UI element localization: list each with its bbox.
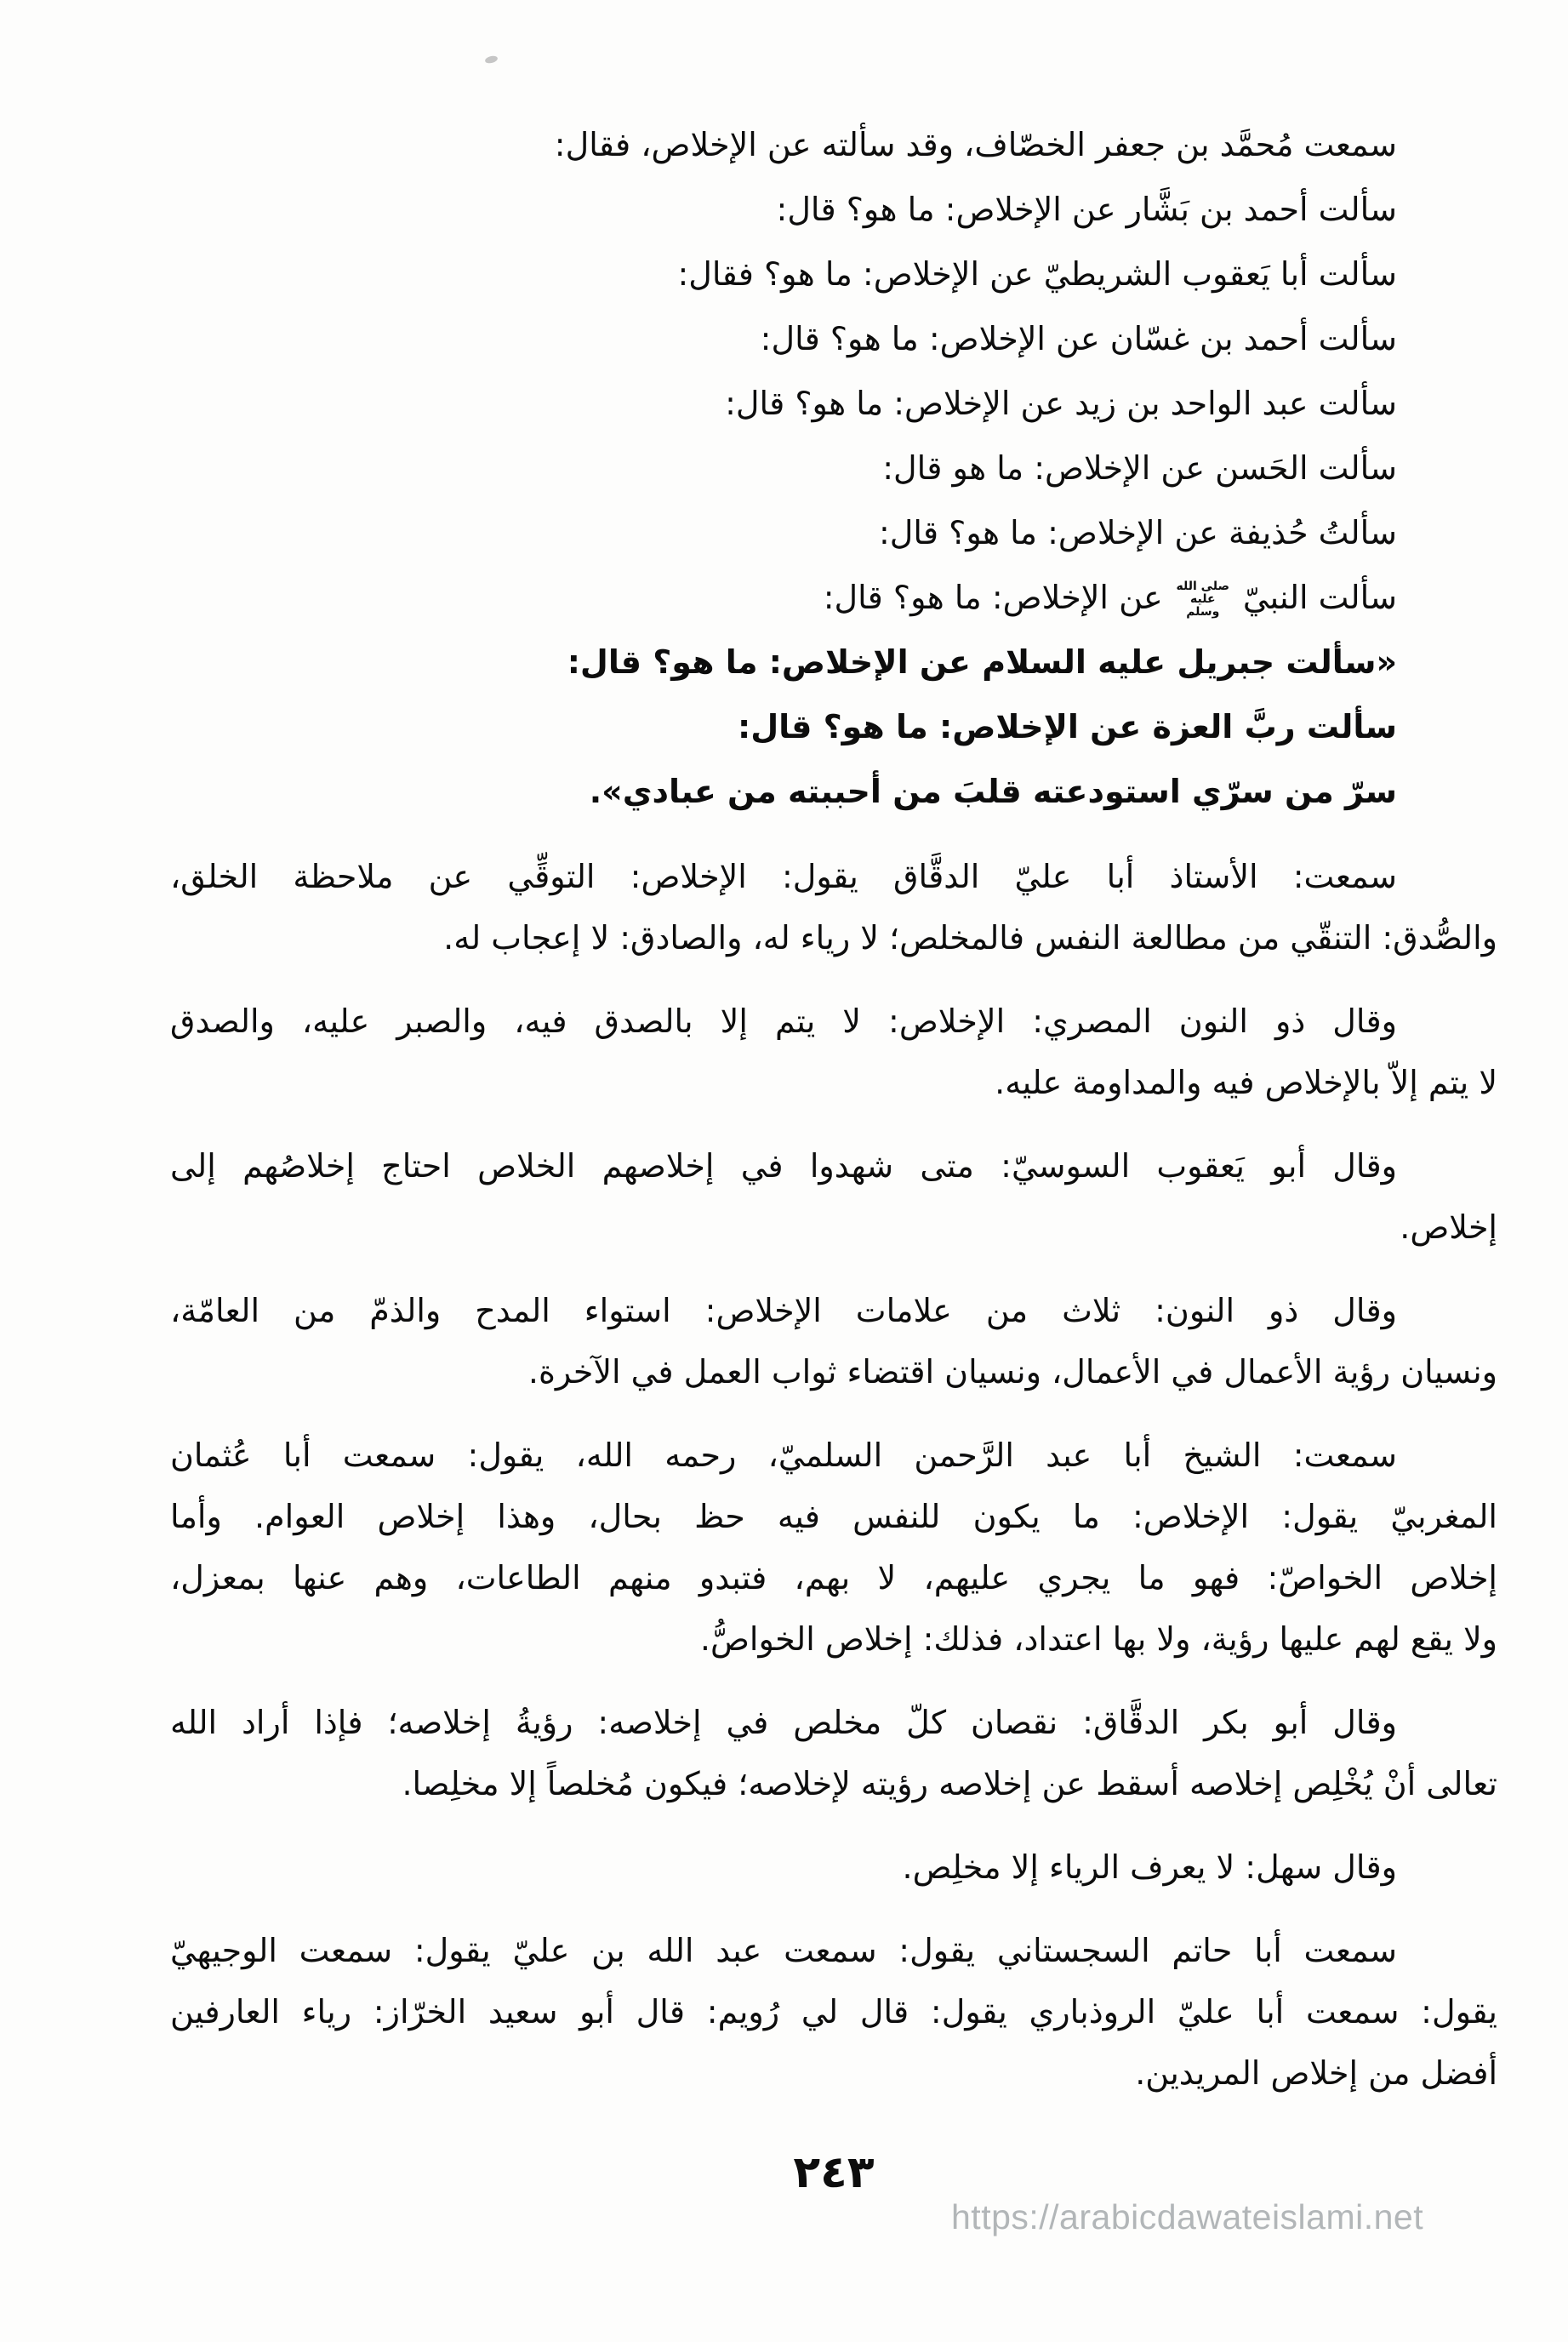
paragraph-line: وقال أبو يَعقوب السوسيّ: متى شهدوا في إخلاصهم الخلاص احتاج إخلاصُهم إلى: [170, 1147, 1397, 1185]
isnad-line-prophet-post: عن الإخلاص: ما هو؟ قال:: [823, 579, 1163, 616]
paragraph-susi: [170, 1135, 1497, 1258]
isnad-line: سألت أحمد بن بَشَّار عن الإخلاص: ما هو؟ قال:: [776, 191, 1397, 228]
paragraph-dhul-nun-misri: [170, 991, 1497, 1113]
isnad-line: سمعت مُحمَّد بن جعفر الخصّاف، وقد سألته عن الإخلاص، فقال:: [554, 126, 1397, 163]
paragraph-line: سمعت: الشيخ أبا عبد الرَّحمن السلميّ، رحمه الله، يقول: سمعت أبا عُثمان: [170, 1437, 1397, 1474]
isnad-line: سألت عبد الواحد بن زيد عن الإخلاص: ما هو؟ قال:: [725, 385, 1397, 422]
paragraph-daqqaq: [170, 846, 1497, 968]
text-column: [170, 112, 1497, 2104]
honorific-row: عليه: [1190, 592, 1216, 607]
honorific-row: وسلم: [1186, 604, 1220, 619]
watermark-url: https://arabicdawateislami.net: [951, 2197, 1424, 2236]
paragraph-line: المغربيّ يقول: الإخلاص: ما يكون للنفس فيه حظ بحال، وهذا إخلاص العوام. وأما: [170, 1498, 1497, 1535]
isnad-line: سألت أبا يَعقوب الشريطيّ عن الإخلاص: ما هو؟ فقال:: [677, 255, 1397, 293]
paragraph-sulami: [170, 1425, 1497, 1670]
honorific-row: صلى الله: [1176, 580, 1230, 594]
paragraph-line: وقال أبو بكر الدقَّاق: نقصان كلّ مخلص في إخلاصه: رؤيةُ إخلاصه؛ فإذا أراد الله: [170, 1704, 1397, 1741]
paragraph-line: ولا يقع لهم عليها رؤية، ولا بها اعتداد، فذلك: إخلاص الخواصُّ.: [699, 1620, 1497, 1658]
paragraph-line: والصُّدق: التنقّي من مطالعة النفس فالمخلص؛ لا رياء له، والصادق: لا إعجاب له.: [443, 919, 1497, 957]
paragraph-line: إخلاص الخواصّ: فهو ما يجري عليهم، لا بهم، فتبدو منهم الطاعات، وهم عنها بمعزل،: [170, 1559, 1497, 1597]
paragraph-line: وقال سهل: لا يعرف الرياء إلا مخلِص.: [902, 1848, 1397, 1886]
paragraph-line: سمعت أبا حاتم السجستاني يقول: سمعت عبد الله بن عليّ يقول: سمعت الوجيهيّ: [170, 1932, 1397, 1969]
paragraph-dhul-nun-signs: [170, 1280, 1497, 1402]
isnad-line-hadith: سألت ربَّ العزة عن الإخلاص: ما هو؟ قال:: [738, 708, 1397, 745]
paragraph-line: أفضل من إخلاص المريدين.: [1135, 2054, 1497, 2092]
paragraph-line: وقال ذو النون: ثلاث من علامات الإخلاص: استواء المدح والذمّ من العامّة،: [170, 1292, 1397, 1329]
isnad-line: سألت أحمد بن غسّان عن الإخلاص: ما هو؟ قال:: [760, 320, 1397, 357]
isnad-line: سألت الحَسن عن الإخلاص: ما هو قال:: [882, 449, 1397, 487]
isnad-block: [170, 112, 1497, 824]
paragraph-abu-bakr-daqqaq: [170, 1692, 1497, 1814]
paragraph-line: سمعت: الأستاذ أبا عليّ الدقَّاق يقول: الإخلاص: التوقِّي عن ملاحظة الخلق،: [170, 858, 1397, 895]
isnad-line-hadith: سرّ من سرّي استودعته قلبَ من أحببته من عبادي».: [589, 773, 1397, 810]
paragraph-sijistani: [170, 1920, 1497, 2104]
paragraph-line: إخلاص.: [1400, 1208, 1497, 1246]
isnad-line-prophet: [170, 565, 1497, 630]
paragraph-line: تعالى أنْ يُخْلِص إخلاصه أسقط عن إخلاصه رؤيته لإخلاصه؛ فيكون مُخلصاً إلا مخلِصا.: [402, 1765, 1497, 1802]
paragraph-line: وقال ذو النون المصري: الإخلاص: لا يتم إلا بالصدق فيه، والصبر عليه، والصدق: [170, 1002, 1397, 1040]
isnad-line: سألتُ حُذيفة عن الإخلاص: ما هو؟ قال:: [878, 514, 1397, 551]
isnad-line-prophet-pre: سألت النبيّ: [1242, 579, 1397, 616]
paragraph-line: لا يتم إلاّ بالإخلاص فيه والمداومة عليه.: [995, 1064, 1497, 1101]
page-number: ٢٤٣: [793, 2147, 875, 2198]
isnad-line-hadith: «سألت جبريل عليه السلام عن الإخلاص: ما هو؟ قال:: [567, 643, 1397, 681]
paragraph-line: ونسيان رؤية الأعمال في الأعمال، ونسيان اقتضاء ثواب العمل في الآخرة.: [527, 1353, 1497, 1391]
paragraph-line: يقول: سمعت أبا عليّ الروذباري يقول: قال لي رُويم: قال أبو سعيد الخرّاز: رياء العارفين: [170, 1993, 1497, 2031]
scan-speck: [484, 54, 498, 64]
paragraph-sahl: [170, 1836, 1497, 1898]
sallallahu-alayhi-wasallam-symbol: [1177, 563, 1229, 637]
